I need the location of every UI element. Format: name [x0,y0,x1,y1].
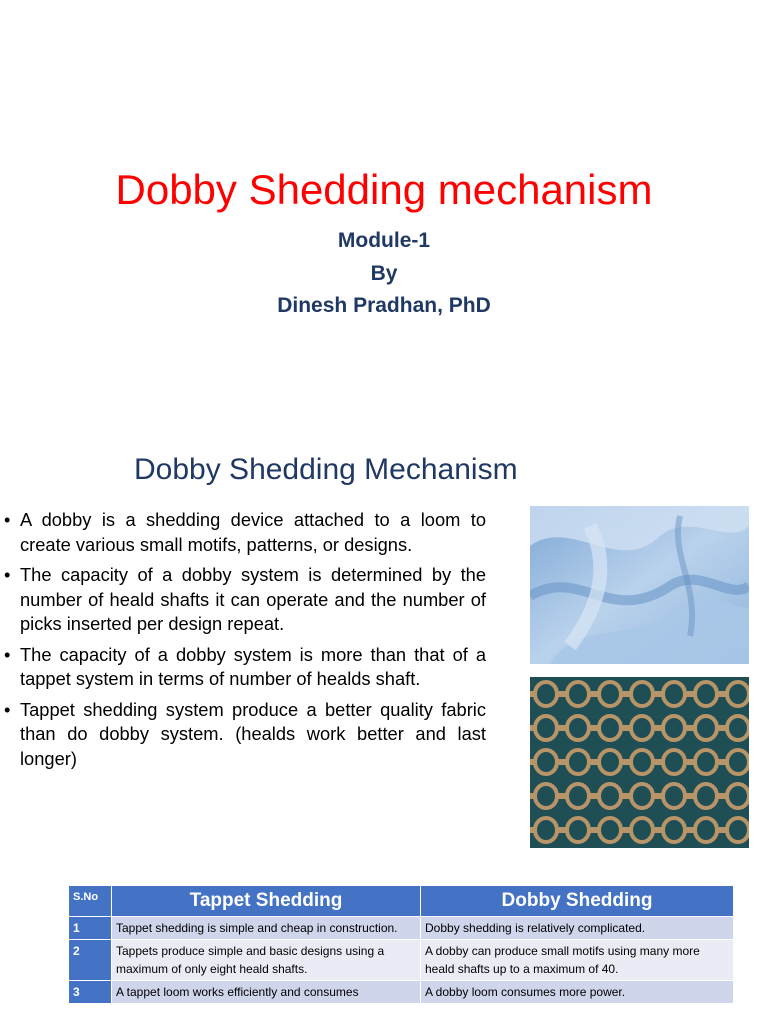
title-slide [0,0,768,412]
bullet-marker: • [4,564,11,585]
bullet-item [4,508,486,557]
comparison-table [68,885,734,1004]
row-number: 3 [69,981,112,1004]
bullet-item [4,563,486,637]
bullet-marker: • [4,698,11,720]
sno-header: S.No [69,886,112,917]
bullet-text: The capacity of a dobby system is more than that of a tappet system in terms of number of healds shaft. [20,643,486,689]
table-header-row [69,886,734,917]
comparison-slide [0,867,768,1024]
blue-fabric-photo [530,506,749,664]
presentation-title: Dobby Shedding mechanism [115,166,653,213]
bullet-text: Tappet shedding system produce a better quality fabric than do dobby system. (healds work better and last longer) [20,698,486,769]
bullet-marker: • [4,643,11,665]
bullet-item [4,698,486,772]
tappet-cell: A tappet loom works efficiently and consumes [112,981,421,1004]
bullet-text: A dobby is a shedding device attached to a loom to create various small motifs, patterns, or designs. [20,509,486,555]
table-row [69,940,734,981]
tappet-cell: Tappets produce simple and basic designs using a maximum of only eight heald shafts. [112,940,421,981]
row-number: 1 [69,917,112,940]
table-row [69,981,734,1004]
tappet-header: Tappet Shedding [112,886,421,917]
bullet-list [4,508,486,777]
dobby-header: Dobby Shedding [421,886,734,917]
tappet-cell: Tappet shedding is simple and cheap in construction. [112,917,421,940]
author-name: Dinesh Pradhan, PhD [277,294,491,317]
bullet-marker: • [4,509,11,530]
table-row [69,917,734,940]
by-label: By [370,262,398,285]
content-slide [0,412,768,867]
slide-title: Dobby Shedding Mechanism [134,453,518,486]
module-label: Module-1 [337,229,431,252]
bullet-item [4,643,486,692]
row-number: 2 [69,940,112,981]
bullet-text: The capacity of a dobby system is determined by the number of heald shafts it can operate and the number of picks inserted per design repeat. [20,564,486,634]
dobby-cell: A dobby can produce small motifs using many more heald shafts up to a maximum of 40. [421,940,734,981]
dobby-pattern-fabric-photo [530,677,749,848]
dobby-cell: A dobby loom consumes more power. [421,981,734,1004]
dobby-cell: Dobby shedding is relatively complicated. [421,917,734,940]
